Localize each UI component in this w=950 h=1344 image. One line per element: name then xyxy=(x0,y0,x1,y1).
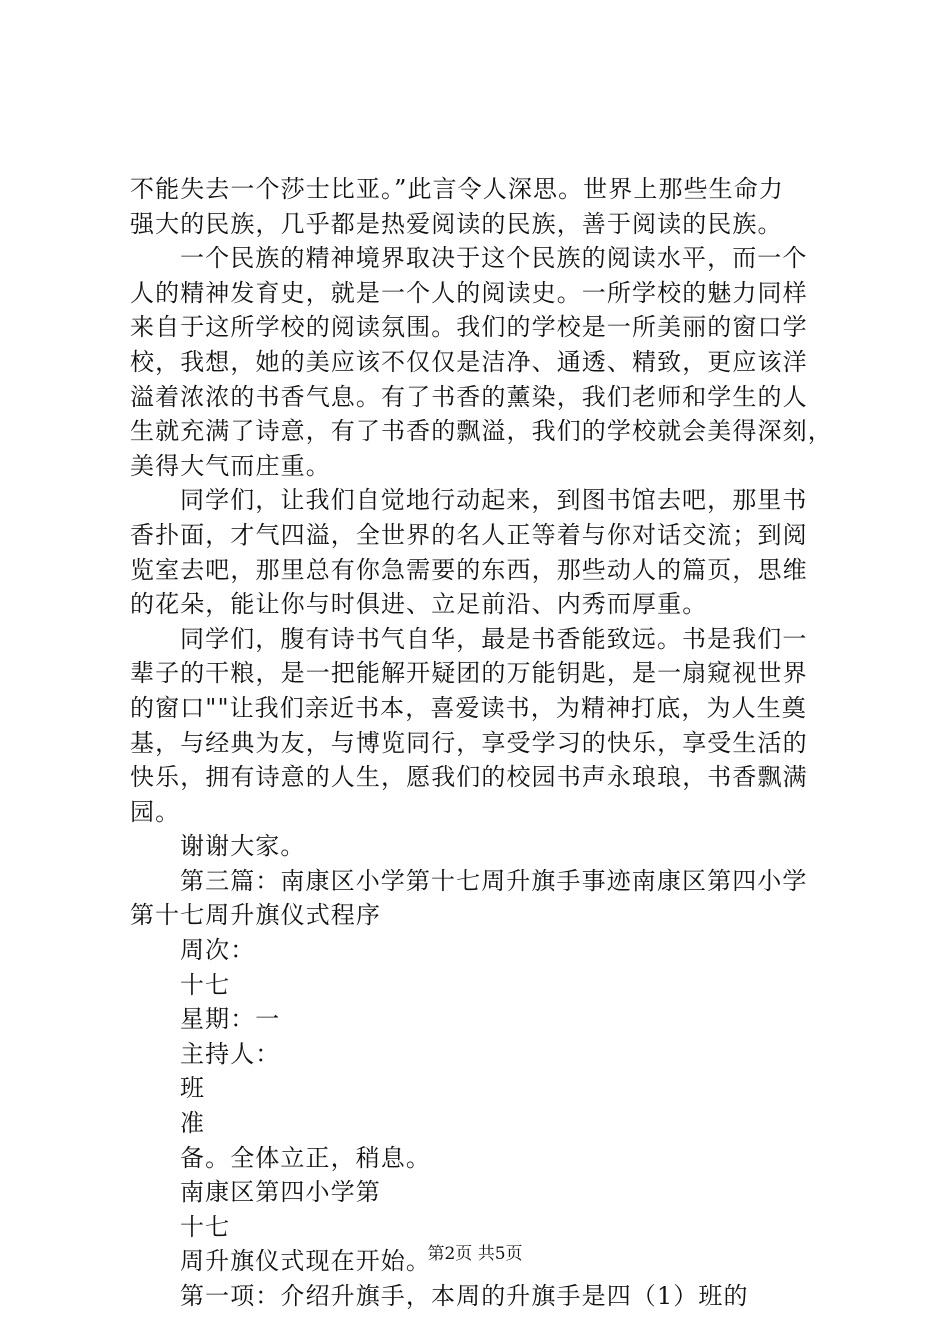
text-line: 南康区第四小学第 xyxy=(180,1178,381,1207)
text-line: 第一项：介绍升旗手，本周的升旗手是四（1）班的 xyxy=(180,1282,749,1310)
section-heading: 第十七周升旗仪式程序 xyxy=(130,901,381,930)
text-line: 香扑面，才气四溢，全世界的名人正等着与你对话交流；到阅 xyxy=(130,520,808,549)
section-heading: 第三篇：南康区小学第十七周升旗手事迹南康区第四小学 xyxy=(180,866,808,895)
document-body xyxy=(130,172,833,1314)
text-line: 辈子的干粮，是一把能解开疑团的万能钥匙，是一扇窥视世界 xyxy=(130,659,808,688)
text-line: 同学们，让我们自觉地行动起来，到图书馆去吧，那里书 xyxy=(180,486,808,515)
text-line: 人的精神发育史，就是一个人的阅读史。一所学校的魅力同样 xyxy=(130,278,808,307)
text-line: 溢着浓浓的书香气息。有了书香的薰染，我们老师和学生的人 xyxy=(130,382,808,411)
text-line: 班 xyxy=(180,1074,206,1103)
text-line: 周升旗仪式现在开始。 xyxy=(180,1247,431,1276)
text-line: 星期：一 xyxy=(180,1005,281,1034)
text-line: 周次： xyxy=(180,936,256,965)
text-line: 美得大气而庄重。 xyxy=(130,451,331,480)
text-line: 校，我想，她的美应该不仅仅是洁净、通透、精致，更应该洋 xyxy=(130,347,808,376)
text-line: 准 xyxy=(180,1109,206,1138)
text-line: 来自于这所学校的阅读氛围。我们的学校是一所美丽的窗口学 xyxy=(130,313,808,342)
text-line: 强大的民族，几乎都是热爱阅读的民族，善于阅读的民族。 xyxy=(130,209,783,238)
text-line: 十七 xyxy=(180,970,231,999)
text-line: 快乐，拥有诗意的人生，愿我们的校园书声永琅琅，书香飘满 xyxy=(130,763,808,792)
text-line: 园。 xyxy=(130,797,181,826)
text-line: 备。全体立正，稍息。 xyxy=(180,1143,431,1172)
page-number-footer: 第2页 共5页 xyxy=(427,1244,523,1264)
text-line: 一个民族的精神境界取决于这个民族的阅读水平，而一个 xyxy=(180,244,808,273)
text-line: 生就充满了诗意，有了书香的飘溢，我们的学校就会美得深刻， xyxy=(130,417,833,446)
text-line: 十七 xyxy=(180,1212,231,1241)
text-line: 览室去吧，那里总有你急需要的东西，那些动人的篇页，思维 xyxy=(130,555,808,584)
text-line: 基，与经典为友，与博览同行，享受学习的快乐，享受生活的 xyxy=(130,728,808,757)
text-line: 主持人： xyxy=(180,1039,281,1068)
text-line: 谢谢大家。 xyxy=(180,832,306,861)
text-line: 不能失去一个莎士比亚。”此言令人深思。世界上那些生命力 xyxy=(130,175,784,203)
text-line: 的花朵，能让你与时俱进、立足前沿、内秀而厚重。 xyxy=(130,590,708,619)
text-line: 同学们，腹有诗书气自华，最是书香能致远。书是我们一 xyxy=(180,624,808,653)
text-line: 的窗口""让我们亲近书本，喜爱读书，为精神打底，为人生奠 xyxy=(130,693,807,722)
